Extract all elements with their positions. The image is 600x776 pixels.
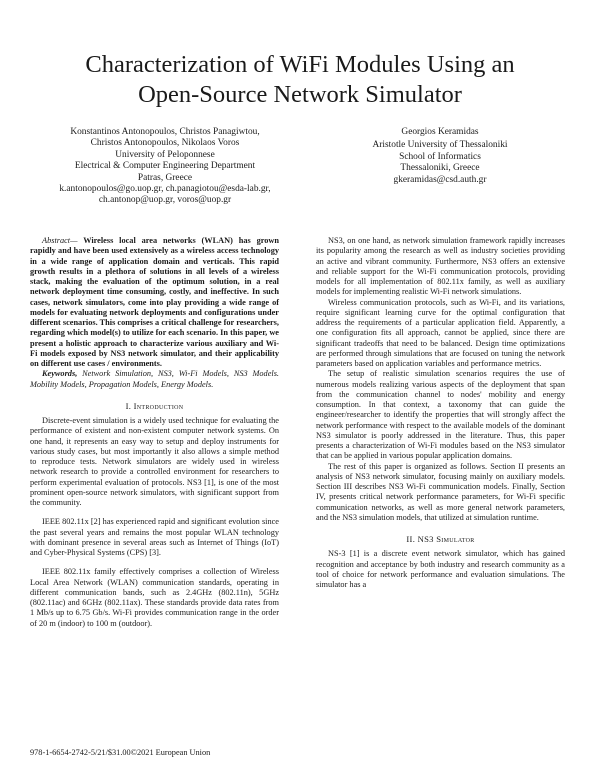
abstract-text: Wireless local area networks (WLAN) has grown rapidly and have been used extensively as a wireless access technology in a wide range of application domain and verticals. This rapid growth results in a plethora of solutions in all levels of a wireless stack, making the evaluation of the optimum solution, in a real network deployment time consuming, costly, and ineffective. In such cases, network simulators, come into play providing a wide range of models for evaluating network deployments and configurations under different scenarios. This comprises a critical challenge for researchers, regarding which model(s) to utilize for each scenario. In this paper, we present a holistic approach to characterize various auxiliary and Wi-Fi models exposed by NS3 network simulator, and their applicability on different use cases / environments.: [30, 236, 279, 368]
paragraph: NS3, on one hand, as network simulation framework rapidly increases its popularity among the research as well as industry societies providing an active and vibrant community. Furthermore, NS3 offers an extensive and reliable support for the Wi-Fi communication protocols, providing models for all implementation of 802.11x family, as well as auxiliary models for implementing realistic Wi-Fi network simulations.: [316, 236, 565, 297]
author-affiliation: University of Peloponnese: [115, 149, 215, 160]
author-names-2: Christos Antonopoulos, Nikolaos Voros: [90, 138, 240, 149]
author-location: Thessaloniki, Greece: [400, 163, 480, 174]
abstract-lead: Abstract—: [42, 236, 78, 245]
title-line-2: Open-Source Network Simulator: [138, 81, 462, 108]
copyright-footer: 978-1-6654-2742-5/21/$31.00©2021 European Union: [30, 748, 211, 757]
author-name: Georgios Keramidas: [401, 127, 479, 137]
paragraph: IEEE 802.11x family effectively comprises a collection of Wireless Local Area Network (WLAN) communication standards, operating in different communication bands, such as 2.4GHz (802.11n), 5GHz (802.11ac) and 6GHz (802.11ax). These standards provide data rates from 1 Mb/s up to 6.75 Gb/s. Wi-Fi provides communication range in the order of 20 m (indoor) to 100 m (outdoor).: [30, 567, 279, 628]
paragraph: The setup of realistic simulation scenarios requires the use of numerous models realizing various aspects of the deployment that span from the communication channel to nodes' mobility and energy consumption. In that context, a taxonomy that can guide the engineer/researcher to identify the properties that will strongly affect the network performance with respect to the available models of the dominant NS3 simulator is poorly addressed in the literature. Thus, this paper presents a characterization of Wi-Fi modules based on the NS3 simulator that can be applied in various popular application domains.: [316, 369, 565, 461]
paragraph: Wireless communication protocols, such as Wi-Fi, and its variations, require significant learning curve for the optimal configuration that address the requirements of a particular application field. Apparently, a one configuration fits all approach, cannot be applied, since there are significant tradeoffs that need to be balanced. Design time optimizations are performed through simulations that are focused on tuning the network parameters based on application variables and performance metrics.: [316, 297, 565, 368]
left-column: [30, 236, 279, 629]
title-line-1: Characterization of WiFi Modules Using an: [85, 51, 515, 78]
paper-title: [40, 50, 560, 110]
author-location: Patras, Greece: [137, 172, 193, 183]
keywords-label: Keywords,: [42, 369, 78, 379]
author-affiliation: Aristotle University of Thessaloniki: [372, 140, 508, 151]
author-emails-2: ch.antonop@uop.gr, voros@uop.gr: [98, 195, 232, 206]
author-email: gkeramidas@csd.auth.gr: [393, 174, 487, 185]
author-department: Electrical & Computer Engineering Department: [74, 161, 256, 172]
author-block-left: [40, 127, 290, 207]
author-names-1: Konstantinos Antonopoulos, Christos Panagiwtou,: [70, 127, 260, 137]
paragraph: NS-3 [1] is a discrete event network simulator, which has gained recognition and acceptance by both industry and research community as a tool of choice for network performance and evaluation simulations. The simulator has a: [316, 549, 565, 589]
author-emails-1: k.antonopoulos@go.uop.gr, ch.panagiotou@esda-lab.gr,: [59, 184, 271, 195]
abstract: [30, 236, 279, 369]
section-heading-ns3-simulator: II. NS3 Simulator: [406, 534, 475, 544]
keywords-text: Network Simulation, NS3, Wi-Fi Models, NS3 Models. Mobility Models, Propagation Models, Energy Models.: [30, 369, 279, 389]
paragraph: The rest of this paper is organized as follows. Section II presents an analysis of NS3 network simulator, focusing mainly on auxiliary models. Section III describes NS3 Wi-Fi communication models. Finally, Section IV, presents critical network performance parameters, for Wi-Fi specific communication networks, as well as more general network parameters, and the NS3 simulation models, that utilized at simulation runtime.: [316, 461, 565, 522]
paragraph: IEEE 802.11x [2] has experienced rapid and significant evolution since the past several years and remains the most popular WLAN technology with dominant presence in several areas such as Internet of Things (IoT) and Cyber-Physical Systems (CPS) [3].: [30, 517, 279, 557]
right-column: [316, 236, 565, 590]
author-block-right: [320, 127, 560, 186]
paragraph: Discrete-event simulation is a widely used technique for evaluating the performance of existent and non-existent computer network systems. On one hand, it represents an easy way to setup and deploy instruments for various study cases, but most importantly it also allows a simple method to reproduce tests. Network simulators are widely used in wireless network research to provide a controlled environment for researchers to perform experimental evaluation of protocols. NS3 [1], is one of the most prominent open-source network simulators, with significant support from the community.: [30, 416, 279, 507]
section-heading-introduction: I. Introduction: [125, 400, 184, 411]
keywords: [30, 369, 279, 390]
author-school: School of Informatics: [399, 151, 481, 162]
